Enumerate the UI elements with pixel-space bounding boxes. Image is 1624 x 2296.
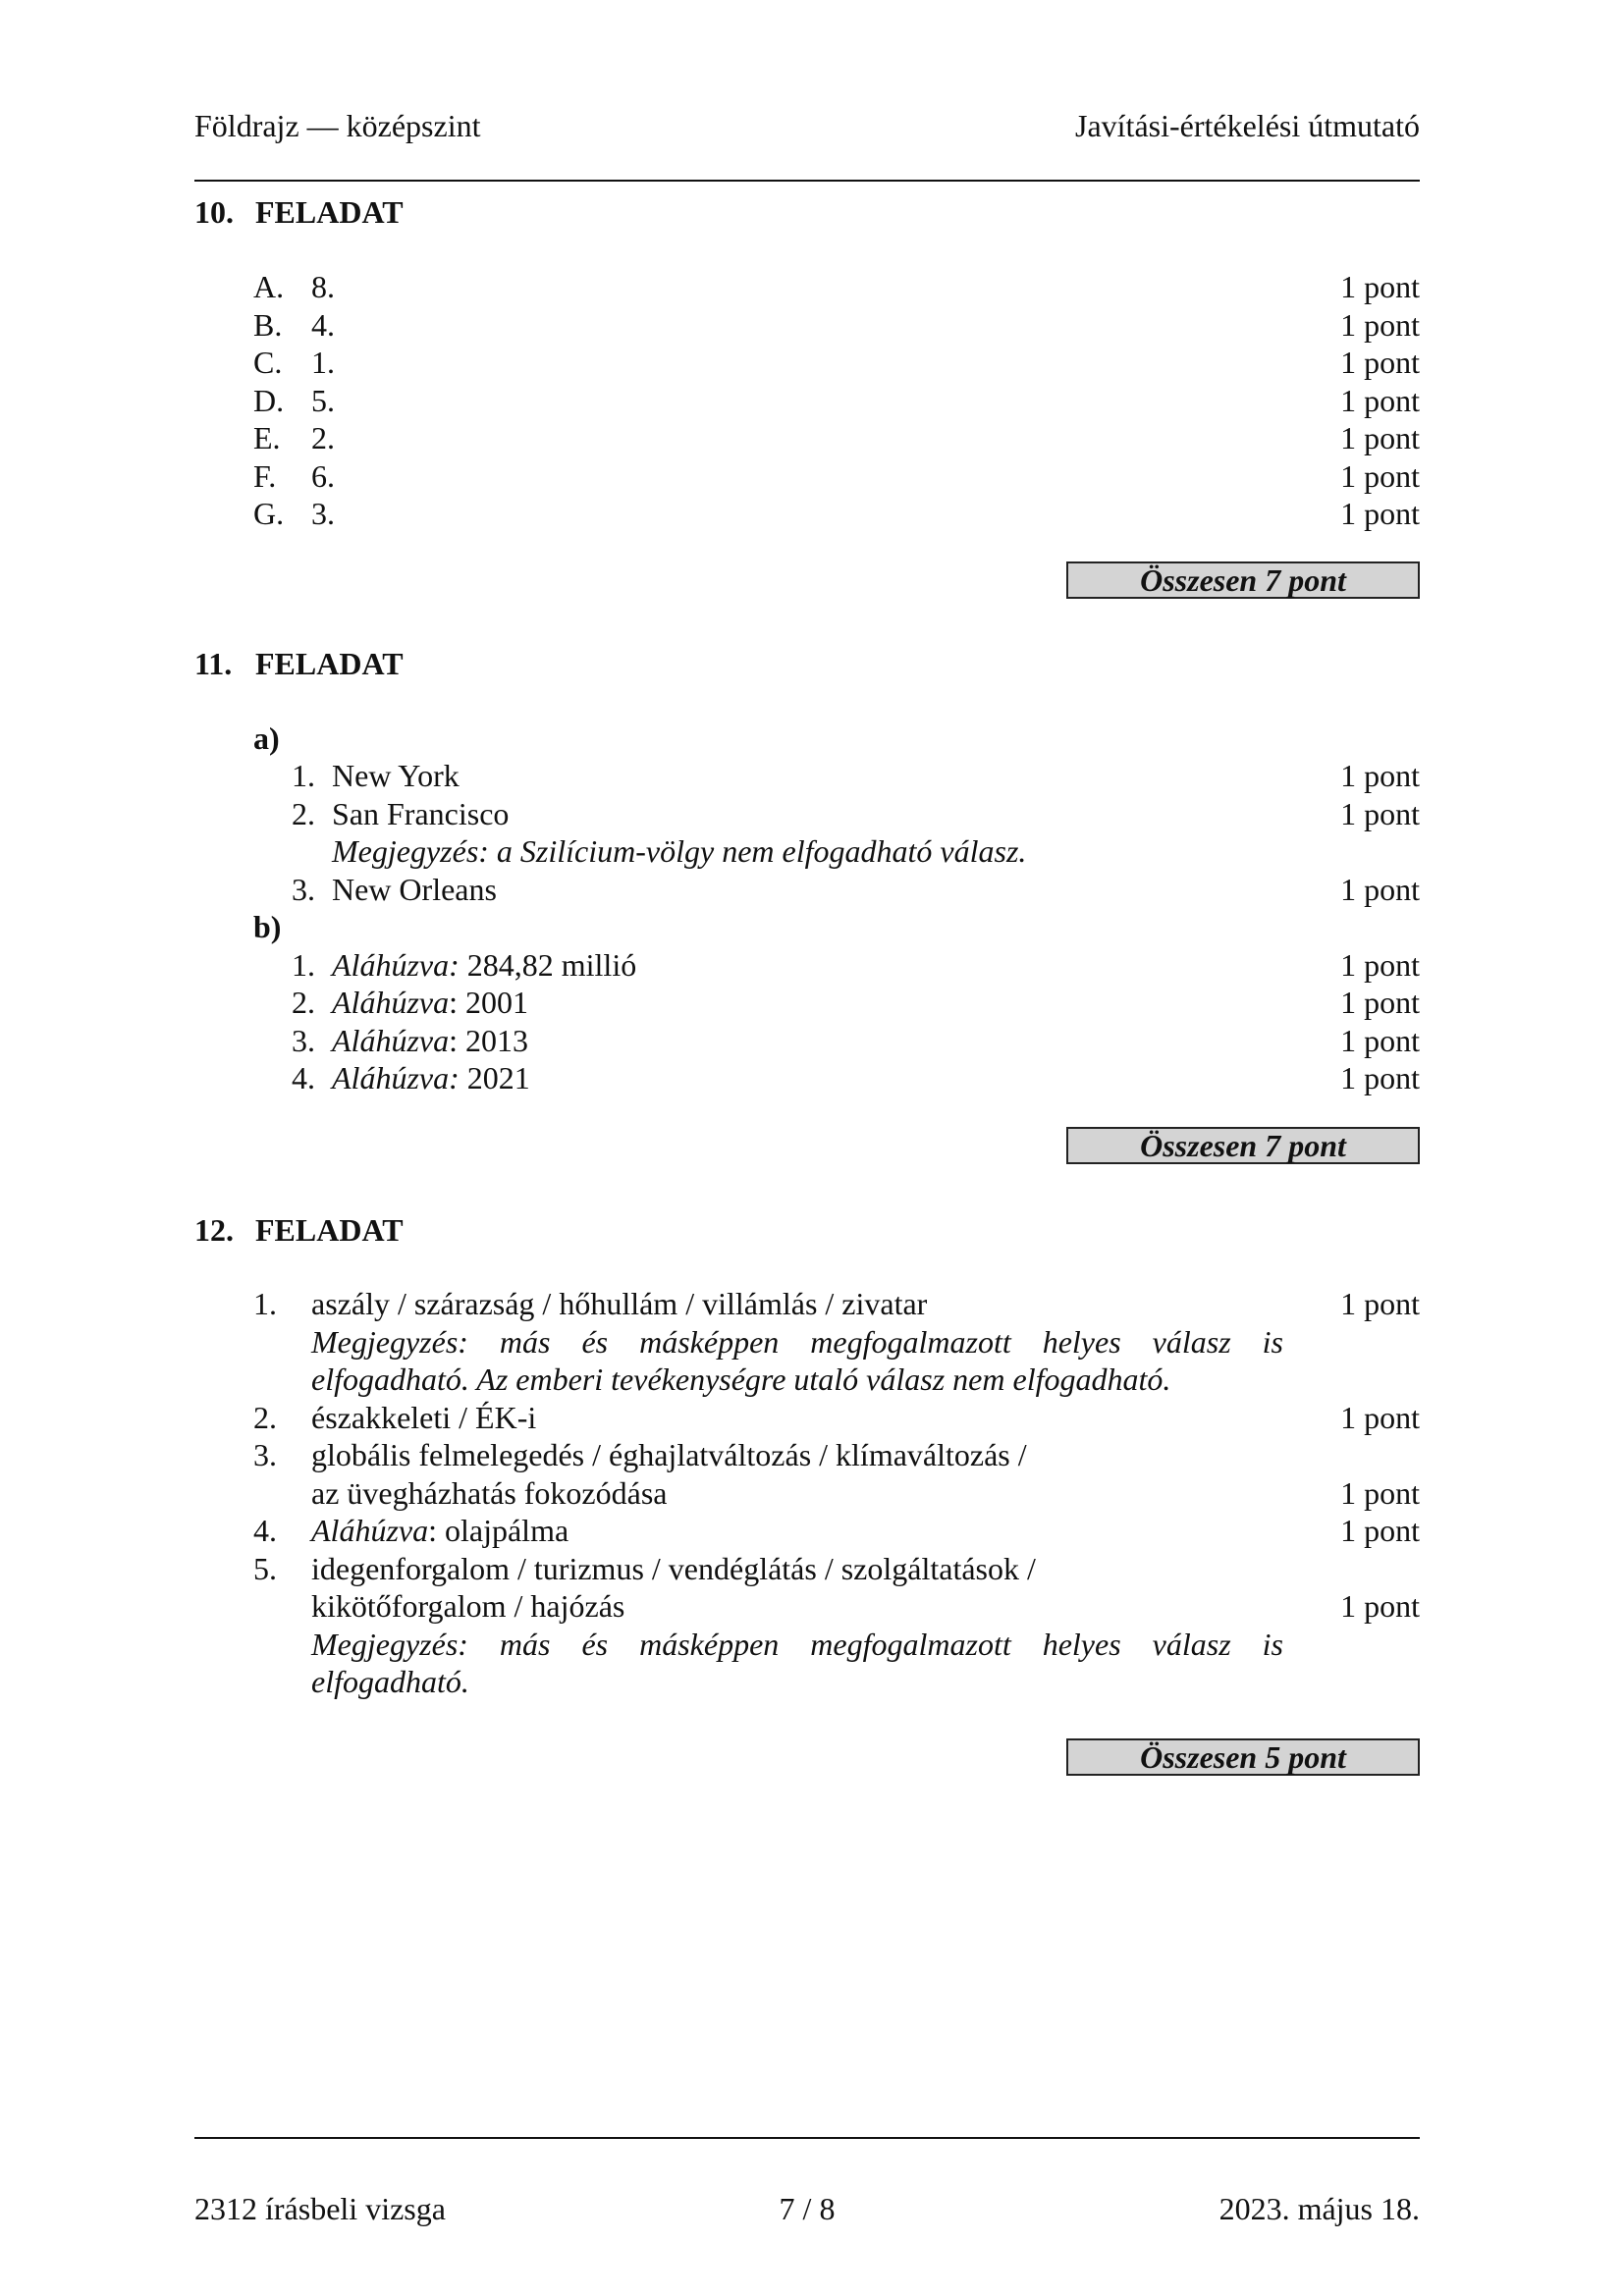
points: 1 pont bbox=[1340, 1286, 1420, 1321]
points: 1 pont bbox=[1340, 758, 1420, 793]
answer-label: C. bbox=[253, 345, 283, 380]
note-text: Megjegyzés: a Szilícium-völgy nem elfogadható válasz. bbox=[332, 833, 1027, 869]
points: 1 pont bbox=[1340, 1513, 1420, 1548]
points: 1 pont bbox=[1340, 872, 1420, 907]
header-divider bbox=[194, 180, 1420, 182]
answer-text: idegenforgalom / turizmus / vendéglátás / szolgáltatások / bbox=[311, 1551, 1036, 1586]
answer-row-cont bbox=[194, 1587, 1420, 1625]
answer-row bbox=[194, 1436, 1420, 1473]
answer-text bbox=[332, 984, 528, 1021]
answer-label: F. bbox=[253, 458, 277, 494]
points: 1 pont bbox=[1340, 796, 1420, 831]
answer-label: B. bbox=[253, 307, 283, 343]
task-11-title bbox=[194, 646, 404, 682]
answer-value: 1. bbox=[311, 345, 335, 380]
points: 1 pont bbox=[1340, 458, 1420, 494]
part-b-row bbox=[194, 908, 1420, 945]
note-line: Megjegyzés: más és másképpen megfogalmazott helyes válasz is bbox=[311, 1324, 1283, 1360]
answer-value: : 2013 bbox=[449, 1023, 528, 1058]
task-10-total: Összesen 7 pont bbox=[1066, 561, 1420, 599]
answer-row bbox=[194, 457, 1420, 495]
answer-text: az üvegházhatás fokozódása bbox=[311, 1475, 668, 1511]
answer-row bbox=[194, 795, 1420, 832]
answer-value: 5. bbox=[311, 383, 335, 418]
points: 1 pont bbox=[1340, 307, 1420, 343]
points: 1 pont bbox=[1340, 269, 1420, 304]
task-number: 11. bbox=[194, 646, 233, 681]
answer-number: 1. bbox=[292, 947, 315, 983]
answer-row bbox=[194, 382, 1420, 419]
answer-text: New Orleans bbox=[332, 872, 497, 907]
points: 1 pont bbox=[1340, 420, 1420, 455]
answer-label: D. bbox=[253, 383, 285, 418]
underlined-prefix: Aláhúzva bbox=[332, 985, 450, 1020]
answer-text: San Francisco bbox=[332, 796, 510, 831]
points: 1 pont bbox=[1340, 1060, 1420, 1095]
underlined-prefix: Aláhúzva bbox=[332, 1023, 450, 1058]
points: 1 pont bbox=[1340, 383, 1420, 418]
answer-text: globális felmelegedés / éghajlatváltozás / klímaváltozás / bbox=[311, 1437, 1027, 1472]
task-label: FELADAT bbox=[255, 194, 404, 230]
answer-number: 4. bbox=[292, 1060, 315, 1095]
answer-row bbox=[194, 757, 1420, 794]
page-footer bbox=[194, 2191, 1420, 2230]
answer-value: 4. bbox=[311, 307, 335, 343]
answer-number: 1. bbox=[292, 758, 315, 793]
part-a-row bbox=[194, 720, 1420, 757]
task-11-total: Összesen 7 pont bbox=[1066, 1127, 1420, 1164]
answer-number: 3. bbox=[292, 872, 315, 907]
points: 1 pont bbox=[1340, 1475, 1420, 1511]
header-subject: Földrajz — középszint bbox=[194, 108, 481, 143]
points: 1 pont bbox=[1340, 345, 1420, 380]
answer-value: 2021 bbox=[459, 1060, 530, 1095]
answer-number: 1. bbox=[253, 1286, 277, 1321]
points: 1 pont bbox=[1340, 947, 1420, 983]
part-a-label: a) bbox=[253, 721, 280, 756]
page-number: 7 / 8 bbox=[779, 2191, 836, 2226]
answer-number: 3. bbox=[292, 1023, 315, 1058]
answer-number: 2. bbox=[292, 796, 315, 831]
answer-label: E. bbox=[253, 420, 281, 455]
answer-text bbox=[332, 1059, 530, 1096]
task-12-title bbox=[194, 1212, 404, 1249]
points: 1 pont bbox=[1340, 1588, 1420, 1624]
footer-date: 2023. május 18. bbox=[1218, 2191, 1420, 2226]
underlined-prefix: Aláhúzva: bbox=[332, 1060, 460, 1095]
answer-row bbox=[194, 495, 1420, 532]
answer-text: kikötőforgalom / hajózás bbox=[311, 1588, 625, 1624]
answer-value: 2. bbox=[311, 420, 335, 455]
footer-exam-id: 2312 írásbeli vizsga bbox=[194, 2191, 446, 2226]
page-header bbox=[194, 108, 1420, 147]
task-12-total: Összesen 5 pont bbox=[1066, 1738, 1420, 1776]
note-row bbox=[194, 832, 1420, 870]
answer-row bbox=[194, 1512, 1420, 1549]
answer-row bbox=[194, 1022, 1420, 1059]
answer-row bbox=[194, 344, 1420, 381]
answer-value: 284,82 millió bbox=[459, 947, 637, 983]
points: 1 pont bbox=[1340, 496, 1420, 531]
task-label: FELADAT bbox=[255, 1212, 404, 1248]
answer-row bbox=[194, 1059, 1420, 1096]
answer-number: 2. bbox=[292, 985, 315, 1020]
answer-value: 6. bbox=[311, 458, 335, 494]
answer-number: 2. bbox=[253, 1400, 277, 1435]
answer-text bbox=[311, 1512, 568, 1549]
note-line: Megjegyzés: más és másképpen megfogalmazott helyes válasz is bbox=[311, 1627, 1283, 1662]
task-label: FELADAT bbox=[255, 646, 404, 681]
points: 1 pont bbox=[1340, 985, 1420, 1020]
answer-number: 3. bbox=[253, 1437, 277, 1472]
answer-value: : 2001 bbox=[449, 985, 528, 1020]
answer-row bbox=[194, 1550, 1420, 1587]
answer-value: : olajpálma bbox=[428, 1513, 569, 1548]
answer-row bbox=[194, 946, 1420, 984]
answer-label: G. bbox=[253, 496, 285, 531]
page bbox=[194, 0, 1420, 2296]
answer-number: 4. bbox=[253, 1513, 277, 1548]
answer-row bbox=[194, 268, 1420, 305]
underlined-prefix: Aláhúzva: bbox=[332, 947, 460, 983]
task-10-title bbox=[194, 194, 404, 231]
answer-row bbox=[194, 306, 1420, 344]
answer-value: 8. bbox=[311, 269, 335, 304]
answer-text: északkeleti / ÉK-i bbox=[311, 1400, 537, 1435]
note-line: elfogadható. bbox=[311, 1664, 469, 1699]
task-number: 12. bbox=[194, 1212, 234, 1248]
points: 1 pont bbox=[1340, 1400, 1420, 1435]
answer-value: 3. bbox=[311, 496, 335, 531]
part-b-label: b) bbox=[253, 909, 282, 944]
answer-text: New York bbox=[332, 758, 460, 793]
task-number: 10. bbox=[194, 194, 234, 230]
points: 1 pont bbox=[1340, 1023, 1420, 1058]
note-line: elfogadható. Az emberi tevékenységre utaló válasz nem elfogadható. bbox=[311, 1362, 1171, 1397]
answer-row-cont bbox=[194, 1474, 1420, 1512]
answer-text: aszály / szárazság / hőhullám / villámlás / zivatar bbox=[311, 1286, 928, 1321]
answer-row bbox=[194, 871, 1420, 908]
answer-row bbox=[194, 1399, 1420, 1436]
underlined-prefix: Aláhúzva bbox=[311, 1513, 429, 1548]
answer-number: 5. bbox=[253, 1551, 277, 1586]
footer-divider bbox=[194, 2137, 1420, 2139]
header-doc-type: Javítási-értékelési útmutató bbox=[1075, 108, 1420, 143]
answer-text bbox=[332, 1022, 528, 1059]
answer-row bbox=[194, 984, 1420, 1021]
answer-label: A. bbox=[253, 269, 285, 304]
answer-row bbox=[194, 1285, 1420, 1322]
answer-row bbox=[194, 419, 1420, 456]
answer-text bbox=[332, 946, 636, 984]
